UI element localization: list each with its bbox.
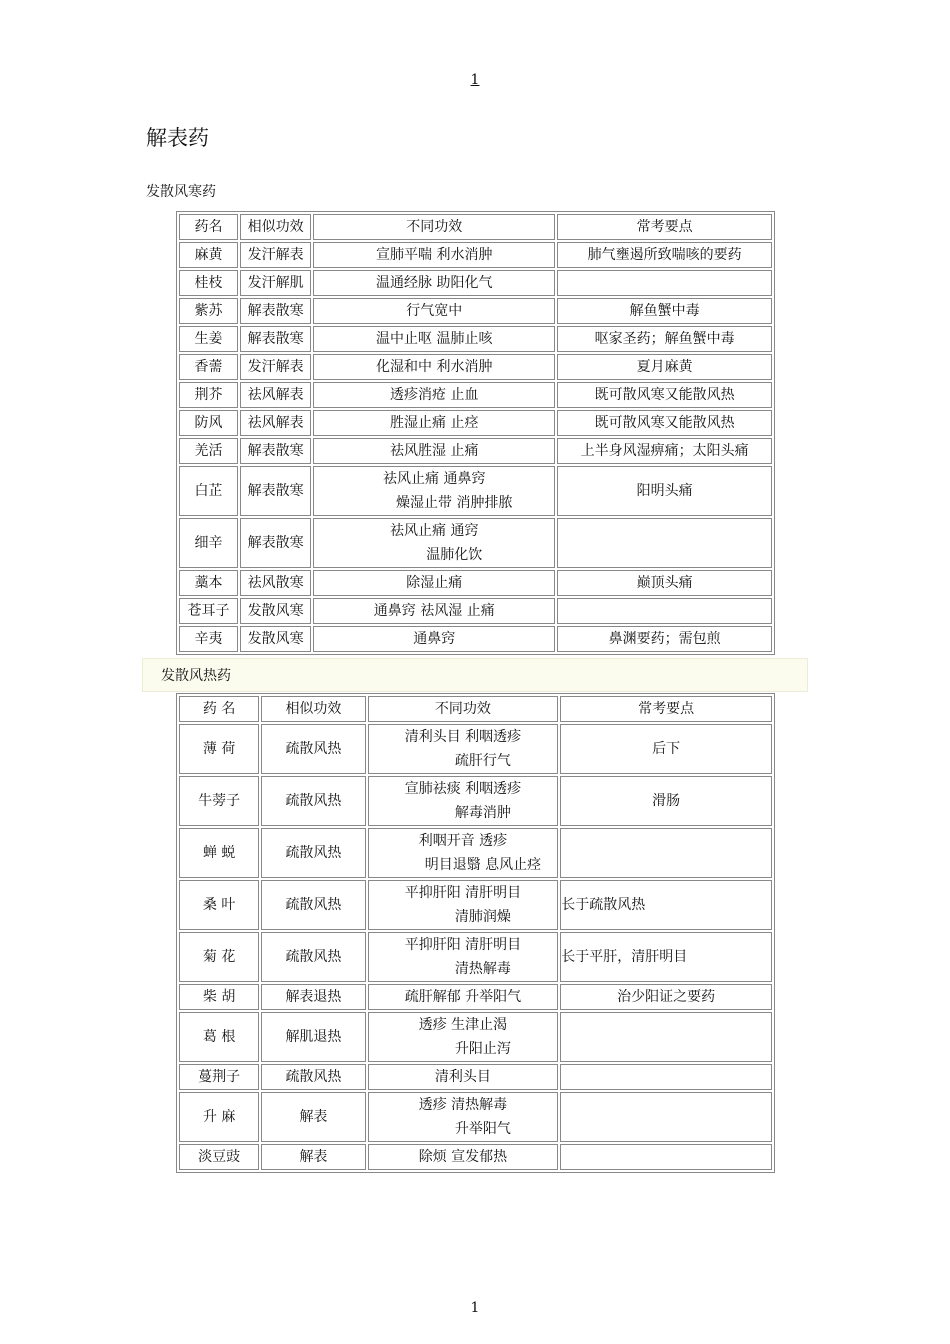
similar-effect-cell: 发散风寒 [240,598,311,624]
different-effect-cell [313,382,555,408]
similar-effect-cell: 祛风解表 [240,382,311,408]
table-row [179,438,772,464]
key-point-cell: 长于疏散风热 [560,880,772,930]
page-number-top: 1 [470,72,480,88]
column-header: 相似功效 [240,214,311,240]
herb-name-cell: 防风 [179,410,238,436]
similar-effect-cell: 祛风解表 [240,410,311,436]
table-header-row [179,214,772,240]
different-effect-cell [368,984,559,1010]
table-header-row [179,696,772,722]
similar-effect-cell: 发散风寒 [240,626,311,652]
different-effect-line-1: 透疹 生津止渴 [418,1017,508,1033]
similar-effect-cell: 祛风散寒 [240,570,311,596]
similar-effect-cell: 解表散寒 [240,326,311,352]
herb-name-cell: 柴 胡 [179,984,259,1010]
different-effect-cell [313,354,555,380]
table-row [179,1012,772,1062]
different-effect-cell [313,270,555,296]
herb-name-cell: 荆芥 [179,382,238,408]
herb-name-cell: 羌活 [179,438,238,464]
section-title-band [142,658,808,692]
different-effect-line-1: 祛风止痛 通窍 [390,523,479,539]
table-row [179,932,772,982]
similar-effect-cell: 解表退热 [261,984,365,1010]
herb-name-cell: 苍耳子 [179,598,238,624]
different-effect-cell [313,410,555,436]
table-row [179,880,772,930]
table-row [179,354,772,380]
different-effect-cell [368,1144,559,1170]
different-effect-cell [313,626,555,652]
different-effect-line-2: 清热解毒 [454,961,511,977]
herb-name-cell: 生姜 [179,326,238,352]
different-effect-cell [368,776,559,826]
different-effect-cell [368,932,559,982]
different-effect-line-1: 行气宽中 [406,303,463,319]
different-effect-cell [368,724,559,774]
herb-name-cell: 淡豆豉 [179,1144,259,1170]
herb-name-cell: 藁本 [179,570,238,596]
different-effect-line-2: 温肺化饮 [426,547,483,563]
wind-cold-herbs-table [176,211,775,655]
different-effect-cell [368,1064,559,1090]
different-effect-line-1: 宣肺祛痰 利咽透疹 [404,781,522,797]
key-point-cell [560,1012,772,1062]
table-row [179,598,772,624]
different-effect-cell [313,242,555,268]
different-effect-line-1: 温通经脉 助阳化气 [376,275,493,291]
key-point-cell: 上半身风湿痹痛；太阳头痛 [557,438,772,464]
key-point-cell: 治少阳证之要药 [560,984,772,1010]
column-header: 相似功效 [261,696,365,722]
different-effect-line-1: 除烦 宣发郁热 [418,1149,508,1165]
key-point-cell: 阳明头痛 [557,466,772,516]
different-effect-line-2: 升举阳气 [454,1121,511,1137]
different-effect-line-1: 通鼻窍 [413,631,456,647]
table-row [179,410,772,436]
key-point-cell: 鼻渊要药；需包煎 [557,626,772,652]
different-effect-cell [313,298,555,324]
similar-effect-cell: 解肌退热 [261,1012,365,1062]
different-effect-line-1: 平抑肝阳 清肝明目 [404,937,522,953]
similar-effect-cell: 疏散风热 [261,828,365,878]
similar-effect-cell: 发汗解肌 [240,270,311,296]
herb-name-cell: 桑 叶 [179,880,259,930]
different-effect-line-2: 疏肝行气 [454,753,511,769]
similar-effect-cell: 疏散风热 [261,1064,365,1090]
different-effect-line-1: 透疹 清热解毒 [418,1097,508,1113]
key-point-cell [557,598,772,624]
different-effect-line-1: 通鼻窍 祛风湿 止痛 [373,603,495,619]
herb-name-cell: 桂枝 [179,270,238,296]
table-row [179,626,772,652]
key-point-cell: 夏月麻黄 [557,354,772,380]
herb-name-cell: 升 麻 [179,1092,259,1142]
section-title-wind-heat: 发散风热药 [161,668,231,684]
different-effect-line-2: 明目退翳 息风止痉 [424,857,542,873]
different-effect-line-2: 燥湿止带 消肿排脓 [396,495,513,511]
different-effect-line-1: 透疹消疮 止血 [390,387,479,403]
different-effect-cell [313,466,555,516]
section-title-wind-cold: 发散风寒药 [146,184,216,200]
column-header: 常考要点 [557,214,772,240]
column-header: 药 名 [179,696,259,722]
different-effect-cell [313,598,555,624]
similar-effect-cell: 解表散寒 [240,518,311,568]
table-row [179,776,772,826]
different-effect-cell [368,1012,559,1062]
herb-name-cell: 蔓荆子 [179,1064,259,1090]
different-effect-line-1: 清利头目 利咽透疹 [404,729,522,745]
different-effect-line-1: 清利头目 [434,1069,491,1085]
different-effect-line-1: 化湿和中 利水消肿 [376,359,493,375]
similar-effect-cell: 发汗解表 [240,242,311,268]
herb-name-cell: 辛夷 [179,626,238,652]
different-effect-cell [313,570,555,596]
different-effect-line-1: 利咽开音 透疹 [418,833,508,849]
herb-name-cell: 细辛 [179,518,238,568]
table-row [179,828,772,878]
herb-name-cell: 薄 荷 [179,724,259,774]
different-effect-cell [313,438,555,464]
key-point-cell [560,1144,772,1170]
herb-name-cell: 蝉 蜕 [179,828,259,878]
similar-effect-cell: 疏散风热 [261,932,365,982]
table-row [179,270,772,296]
herb-name-cell: 牛蒡子 [179,776,259,826]
different-effect-cell [313,518,555,568]
key-point-cell: 解鱼蟹中毒 [557,298,772,324]
key-point-cell: 肺气壅遏所致喘咳的要药 [557,242,772,268]
different-effect-cell [368,880,559,930]
table-row [179,242,772,268]
key-point-cell: 呕家圣药；解鱼蟹中毒 [557,326,772,352]
different-effect-cell [313,326,555,352]
table-row [179,326,772,352]
different-effect-cell [368,828,559,878]
different-effect-cell [368,1092,559,1142]
similar-effect-cell: 解表散寒 [240,438,311,464]
column-header: 不同功效 [313,214,555,240]
table-row [179,1092,772,1142]
table-row [179,724,772,774]
herb-name-cell: 葛 根 [179,1012,259,1062]
similar-effect-cell: 疏散风热 [261,880,365,930]
wind-heat-herbs-table [176,693,775,1173]
different-effect-line-1: 温中止呕 温肺止咳 [376,331,493,347]
similar-effect-cell: 发汗解表 [240,354,311,380]
different-effect-line-1: 平抑肝阳 清肝明目 [404,885,522,901]
key-point-cell: 既可散风寒又能散风热 [557,410,772,436]
key-point-cell [560,828,772,878]
key-point-cell: 既可散风寒又能散风热 [557,382,772,408]
similar-effect-cell: 解表 [261,1144,365,1170]
column-header: 常考要点 [560,696,772,722]
key-point-cell [557,518,772,568]
different-effect-line-2: 解毒消肿 [454,805,511,821]
page-number-bottom: 1 [470,1300,480,1316]
column-header: 不同功效 [368,696,559,722]
table-row [179,466,772,516]
different-effect-line-2: 清肺润燥 [454,909,511,925]
different-effect-line-1: 除湿止痛 [406,575,463,591]
key-point-cell: 长于平肝，清肝明目 [560,932,772,982]
key-point-cell: 巅顶头痛 [557,570,772,596]
column-header: 药名 [179,214,238,240]
similar-effect-cell: 解表散寒 [240,466,311,516]
herb-name-cell: 菊 花 [179,932,259,982]
herb-name-cell: 麻黄 [179,242,238,268]
different-effect-line-2: 升阳止泻 [454,1041,511,1057]
table-row [179,984,772,1010]
similar-effect-cell: 解表 [261,1092,365,1142]
table-row [179,1064,772,1090]
key-point-cell [560,1064,772,1090]
key-point-cell: 后下 [560,724,772,774]
table-row [179,382,772,408]
similar-effect-cell: 疏散风热 [261,776,365,826]
key-point-cell [560,1092,772,1142]
herb-name-cell: 白芷 [179,466,238,516]
similar-effect-cell: 疏散风热 [261,724,365,774]
table-row [179,1144,772,1170]
herb-name-cell: 紫苏 [179,298,238,324]
herb-name-cell: 香薷 [179,354,238,380]
table-row [179,298,772,324]
different-effect-line-1: 胜湿止痛 止痉 [390,415,479,431]
different-effect-line-1: 祛风止痛 通鼻窍 [383,471,486,487]
similar-effect-cell: 解表散寒 [240,298,311,324]
table-row [179,570,772,596]
key-point-cell: 滑肠 [560,776,772,826]
different-effect-line-1: 祛风胜湿 止痛 [390,443,479,459]
different-effect-line-1: 疏肝解郁 升举阳气 [404,989,522,1005]
key-point-cell [557,270,772,296]
different-effect-line-1: 宣肺平喘 利水消肿 [376,247,493,263]
page-title: 解表药 [146,126,209,150]
table-row [179,518,772,568]
